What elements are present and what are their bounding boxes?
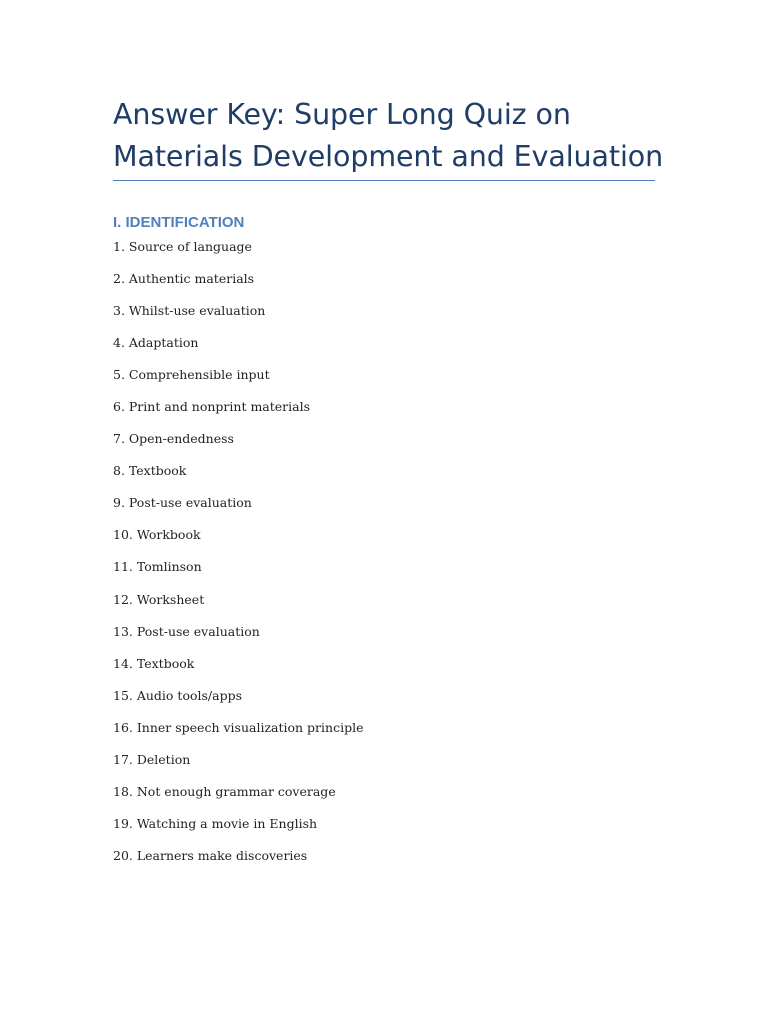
section-heading: I. IDENTIFICATION [113, 214, 245, 231]
list-item: 17. Deletion [113, 751, 191, 767]
list-item: 20. Learners make discoveries [113, 847, 308, 863]
list-item: 16. Inner speech visualization principle [113, 719, 364, 735]
list-item: 18. Not enough grammar coverage [113, 783, 336, 799]
list-item: 5. Comprehensible input [113, 367, 270, 383]
title-line-1: Answer Key: Super Long Quiz on [113, 98, 571, 131]
title-divider [113, 180, 655, 181]
list-item: 4. Adaptation [113, 335, 199, 351]
list-item: 13. Post-use evaluation [113, 623, 260, 639]
list-item: 7. Open-endedness [113, 431, 234, 447]
answer-list [113, 237, 363, 878]
list-item: 8. Textbook [113, 463, 187, 479]
list-item: 14. Textbook [113, 655, 195, 671]
list-item: 2. Authentic materials [113, 271, 255, 287]
list-item: 15. Audio tools/apps [113, 687, 242, 703]
list-item: 3. Whilst-use evaluation [113, 303, 266, 319]
list-item: 19. Watching a movie in English [113, 815, 318, 831]
list-item: 9. Post-use evaluation [113, 495, 252, 511]
list-item: 6. Print and nonprint materials [113, 399, 311, 415]
page-title [113, 94, 673, 178]
list-item: 1. Source of language [113, 239, 252, 254]
list-item: 12. Worksheet [113, 591, 205, 607]
list-item: 10. Workbook [113, 527, 201, 543]
title-line-2: Materials Development and Evaluation [113, 140, 664, 173]
list-item: 11. Tomlinson [113, 559, 202, 575]
